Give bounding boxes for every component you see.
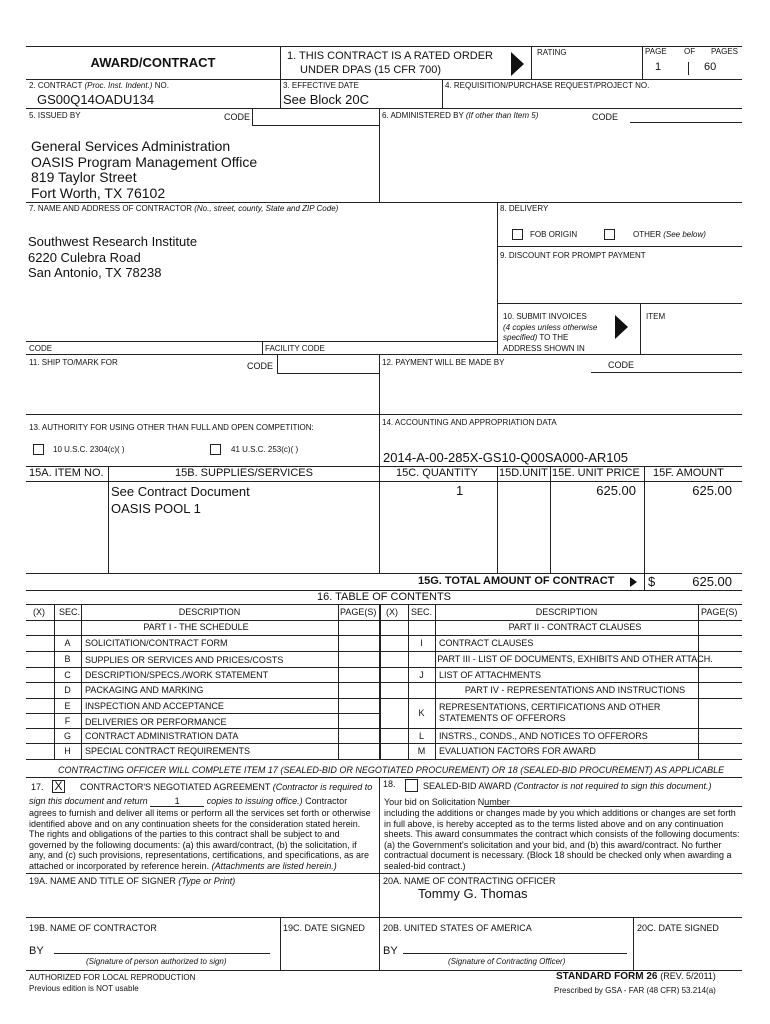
pages-label: PAGES <box>711 47 738 56</box>
col-unit-price: 15E. UNIT PRICE <box>552 467 640 479</box>
block18-num: 18. <box>383 779 396 789</box>
toc-sec: J <box>419 670 424 680</box>
payment-by-label: 12. PAYMENT WILL BE MADE BY <box>382 358 505 367</box>
item-label: ITEM <box>646 312 666 321</box>
issued-by-label: 5. ISSUED BY <box>29 111 81 120</box>
authority-10usc-checkbox[interactable] <box>33 444 44 455</box>
toc-desc: INSTRS., CONDS., AND NOTICES TO OFFERORS <box>439 731 648 741</box>
contractor-date-label: 19C. DATE SIGNED <box>283 923 365 933</box>
authority-41usc-label: 41 U.S.C. 253(c)( ) <box>231 445 299 454</box>
issued-by-address: General Services Administration OASIS Program Management Office 819 Taylor Street Fort Worth, TX 76102 <box>31 138 258 201</box>
block17-body: agrees to furnish and deliver all items or perform all the services set forth or otherwise identified above and on any continuation sheets for the consideration stated herein. The rights and obligations of the parties to this contract shall be subject to and governed by the following documents: (a) this award/contract, (b) the solicitation, if any, and (c) such provisions, representations, certifications, and specifications, as are attached or incorporated by reference herein. (Attachments are listed herein.) <box>29 808 371 871</box>
toc-desc: DESCRIPTION/SPECS./WORK STATEMENT <box>85 670 269 680</box>
co-by-label: BY <box>383 945 398 957</box>
requisition-label: 4. REQUISITION/PURCHASE REQUEST/PROJECT NO. <box>445 81 650 90</box>
toc-sec: G <box>63 731 71 741</box>
total-label: 15G. TOTAL AMOUNT OF CONTRACT <box>418 575 615 587</box>
toc-sec: M <box>417 746 426 756</box>
toc-desc: INSPECTION AND ACCEPTANCE <box>85 701 224 711</box>
toc-desc: LIST OF ATTACHMENTS <box>439 670 542 680</box>
toc-sec: D <box>64 685 71 695</box>
contractor-name-label: 19B. NAME OF CONTRACTOR <box>29 923 157 933</box>
accounting-value: 2014-A-00-285X-GS10-Q00SA000-AR105 <box>383 450 628 465</box>
toc-desc: SUPPLIES OR SERVICES AND PRICES/COSTS <box>85 655 284 665</box>
toc-sec: C <box>64 670 71 680</box>
usa-label: 20B. UNITED STATES OF AMERICA <box>383 923 532 933</box>
contractor-by-label: BY <box>29 945 44 957</box>
sealed-bid-checkbox[interactable] <box>405 779 418 792</box>
toc-sec: I <box>420 638 423 648</box>
contractor-signature-caption: (Signature of person authorized to sign) <box>86 957 227 966</box>
delivery-label: 8. DELIVERY <box>500 204 549 213</box>
contractor-label: 7. NAME AND ADDRESS OF CONTRACTOR (No., street, county, State and ZIP Code) <box>29 204 339 213</box>
form-number: STANDARD FORM 26 (REV. 5/2011) <box>556 971 716 982</box>
ship-to-code-label: CODE <box>247 361 274 371</box>
item-quantity: 1 <box>456 483 464 498</box>
contractor-code-label: CODE <box>29 344 53 353</box>
arrow-right-icon <box>511 52 524 76</box>
block18-title: SEALED-BID AWARD (Contractor is not required to sign this document.) <box>423 781 712 791</box>
page-label: PAGE <box>645 47 667 56</box>
toc-desc: SOLICITATION/CONTRACT FORM <box>85 638 228 648</box>
toc-h-x-right: (X) <box>386 607 398 617</box>
negotiated-agreement-checkbox[interactable]: X <box>52 780 65 793</box>
toc-desc: SPECIAL CONTRACT REQUIREMENTS <box>85 746 251 756</box>
arrow-right-icon <box>630 577 637 587</box>
rating-label: RATING <box>537 48 567 57</box>
signer-name-label: 19A. NAME AND TITLE OF SIGNER (Type or Print) <box>29 876 236 886</box>
pages-value: 60 <box>704 61 717 73</box>
item-description: See Contract Document OASIS POOL 1 <box>111 484 250 516</box>
accounting-label: 14. ACCOUNTING AND APPROPRIATION DATA <box>382 418 557 427</box>
fob-origin-checkbox[interactable] <box>512 229 523 240</box>
toc-sec: A <box>64 638 71 648</box>
block18-body: including the additions or changes made by you which additions or changes are set forth in full above, is hereby accepted as to the terms listed above and on any continuation sheets. This award consummates the contract which consists of the following documents: (a) the Government's solicitation and your bid, and (b) this award/contract. No further contractual document is necessary. (Block 18 should be checked only when awarding a sealed-bid contract.) <box>384 808 740 871</box>
contract-no-value: GS00Q14OADU134 <box>37 92 155 107</box>
toc-sec: F <box>64 716 71 726</box>
toc-h-desc-right: DESCRIPTION <box>535 607 598 617</box>
contracting-officer-label: 20A. NAME OF CONTRACTING OFFICER <box>383 876 556 886</box>
col-supplies: 15B. SUPPLIES/SERVICES <box>175 467 313 479</box>
toc-h-pages-right: PAGE(S) <box>701 607 738 617</box>
toc-desc: CONTRACT ADMINISTRATION DATA <box>85 731 239 741</box>
contractor-address: Southwest Research Institute 6220 Culebra Road San Antonio, TX 78238 <box>28 234 198 280</box>
contract-no-label: 2. CONTRACT (Proc. Inst. Indent.) NO. <box>29 81 169 90</box>
fob-origin-label: FOB ORIGIN <box>530 230 578 239</box>
toc-part1: PART I - THE SCHEDULE <box>143 622 249 632</box>
arrow-right-icon <box>615 315 628 339</box>
toc-desc: EVALUATION FACTORS FOR AWARD <box>439 746 596 756</box>
toc-sec: L <box>418 731 424 741</box>
authority-label: 13. AUTHORITY FOR USING OTHER THAN FULL AND OPEN COMPETITION: <box>29 423 314 432</box>
issued-by-code-label: CODE <box>224 112 251 122</box>
toc-h-desc: DESCRIPTION <box>178 607 241 617</box>
co-signature-caption: (Signature of Contracting Officer) <box>448 957 566 966</box>
total-currency: $ <box>648 574 656 589</box>
col-amount: 15F. AMOUNT <box>653 467 724 479</box>
toc-desc: CONTRACT CLAUSES <box>439 638 534 648</box>
form-title: AWARD/CONTRACT <box>90 55 216 70</box>
footer-reproduction: AUTHORIZED FOR LOCAL REPRODUCTION <box>29 973 196 982</box>
co-date-label: 20C. DATE SIGNED <box>637 923 719 933</box>
item-amount: 625.00 <box>692 483 732 498</box>
toc-h-pages: PAGE(S) <box>340 607 377 617</box>
effective-date-label: 3. EFFECTIVE DATE <box>283 81 359 90</box>
contracting-officer-name: Tommy G. Thomas <box>418 886 528 901</box>
total-value: 625.00 <box>692 574 732 589</box>
discount-label: 9. DISCOUNT FOR PROMPT PAYMENT <box>500 251 646 260</box>
administered-by-code-label: CODE <box>592 112 619 122</box>
other-checkbox[interactable] <box>604 229 615 240</box>
ship-to-label: 11. SHIP TO/MARK FOR <box>29 358 118 367</box>
rated-order-sub: UNDER DPAS (15 CFR 700) <box>300 64 441 76</box>
toc-sec: B <box>64 654 71 664</box>
effective-date-value: See Block 20C <box>283 92 369 107</box>
payment-by-code-label: CODE <box>608 360 635 370</box>
col-unit: 15D.UNIT <box>499 467 548 479</box>
toc-desc: DELIVERIES OR PERFORMANCE <box>85 717 227 727</box>
prescribed-by: Prescribed by GSA - FAR (48 CFR) 53.214(a) <box>554 986 716 995</box>
toc-h-x: (X) <box>33 607 45 617</box>
authority-10usc-label: 10 U.S.C. 2304(c)( ) <box>53 445 125 454</box>
toc-part2: PART II - CONTRACT CLAUSES <box>508 622 642 632</box>
toc-h-sec-right: SEC. <box>411 607 433 617</box>
toc-sec: H <box>64 746 71 756</box>
block17-num: 17. <box>31 782 44 792</box>
toc-h-sec: SEC. <box>59 607 81 617</box>
toc-part4: PART IV - REPRESENTATIONS AND INSTRUCTIONS <box>464 685 686 695</box>
col-item-no: 15A. ITEM NO. <box>29 467 104 479</box>
co-instruction: CONTRACTING OFFICER WILL COMPLETE ITEM 17 (SEALED-BID OR NEGOTIATED PROCUREMENT) OR 18 (SEALED-BID PROCUREMENT) AS APPLICABLE <box>58 765 725 775</box>
block17-title: CONTRACTOR'S NEGOTIATED AGREEMENT (Contractor is required to <box>80 782 373 792</box>
administered-by-label: 6. ADMINISTERED BY (If other than Item 5) <box>382 111 539 120</box>
toc-desc: PACKAGING AND MARKING <box>85 685 204 695</box>
block17-line2: sign this document and return 1 copies to issuing office.) Contractor <box>29 796 348 806</box>
toc-sec: K <box>418 708 425 718</box>
bid-solicitation-label: Your bid on Solicitation Number <box>384 797 510 807</box>
rated-order-label: 1. THIS CONTRACT IS A RATED ORDER <box>287 50 493 62</box>
footer-previous-edition: Previous edition is NOT usable <box>29 984 139 993</box>
submit-invoices-label: 10. SUBMIT INVOICES (4 copies unless otherwise specified) TO THE ADDRESS SHOWN IN <box>503 312 598 353</box>
page-value: 1 <box>655 61 662 73</box>
item-unit-price: 625.00 <box>596 483 636 498</box>
toc-desc: REPRESENTATIONS, CERTIFICATIONS AND OTHER STATEMENTS OF OFFERORS <box>439 702 661 723</box>
facility-code-label: FACILITY CODE <box>265 344 325 353</box>
of-label: OF <box>684 47 696 56</box>
other-label: OTHER (See below) <box>633 230 706 239</box>
col-quantity: 15C. QUANTITY <box>396 467 478 479</box>
authority-41usc-checkbox[interactable] <box>210 444 221 455</box>
toc-title: 16. TABLE OF CONTENTS <box>316 591 452 603</box>
toc-part3: PART III - LIST OF DOCUMENTS, EXHIBITS AND OTHER ATTACH. <box>437 654 713 664</box>
toc-sec: E <box>64 701 71 711</box>
